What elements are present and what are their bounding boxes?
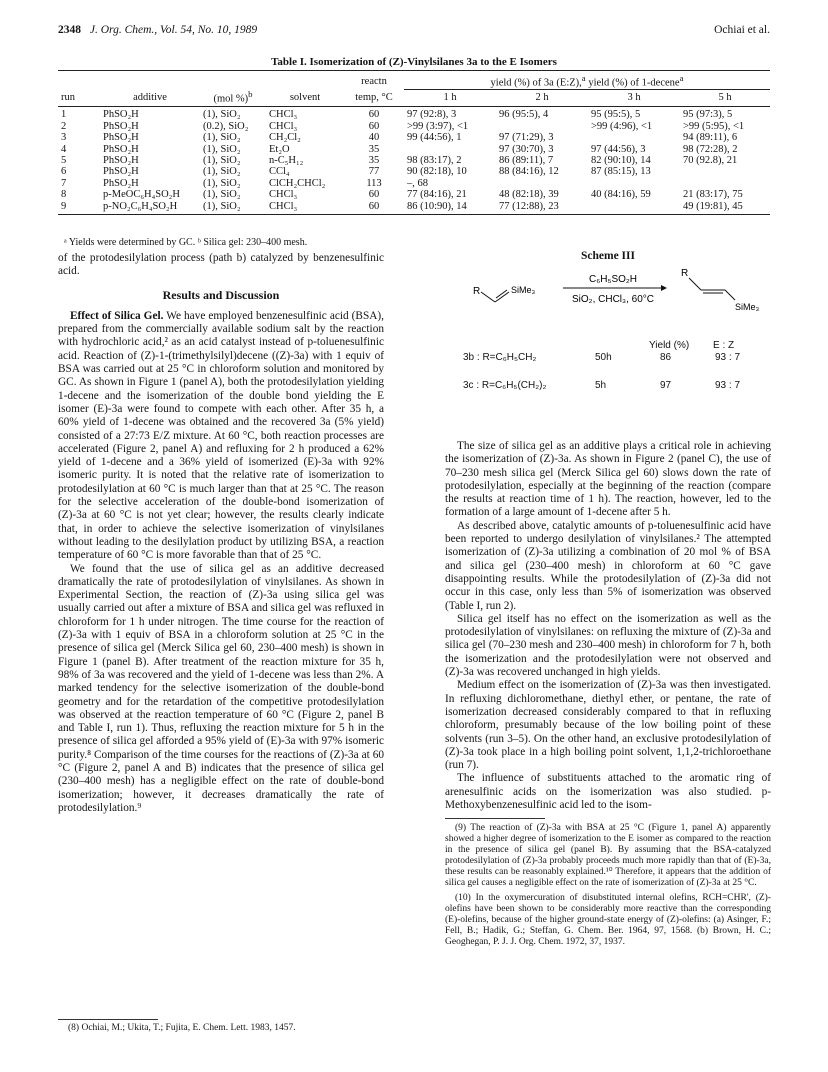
cell-1h (404, 144, 496, 155)
scheme-3 (445, 250, 771, 435)
header-run: run (58, 89, 100, 106)
cell-additive: PhSO₂H (103, 177, 139, 189)
footnote-rule-left (58, 1019, 158, 1020)
cell-additive: PhSO₂H (103, 132, 139, 144)
scheme-row-label: 3b : R=C₆H₅CH₂ (463, 352, 537, 363)
cell-solvent: CH₂Cl₂ (269, 132, 301, 144)
cell-run: 9 (58, 201, 100, 215)
footnotes-right (445, 823, 771, 952)
table-row (58, 178, 770, 189)
cell-1h: 90 (82:18), 10 (407, 166, 467, 178)
table-row (58, 144, 770, 155)
scheme-row-ez: 93 : 7 (715, 352, 741, 363)
scheme-col-yield: Yield (%) (649, 340, 690, 351)
cell-run: 4 (61, 143, 67, 155)
cell-1h: 99 (44:56), 1 (407, 132, 462, 144)
cell-3h: 95 (95:5), 5 (591, 109, 641, 121)
right-bond-2 (725, 290, 735, 300)
cell-5h: >99 (5:95), <1 (683, 120, 745, 132)
table-row (58, 121, 770, 132)
paragraph-substituents: The influence of substituents attached to the aromatic ring of arenesulfinic acids on the isomerization was also studied. p-Methoxybenzenesulfinic acid led to the isom- (445, 772, 771, 812)
right-r-label: R (681, 268, 689, 279)
paragraph-silica-itself: Silica gel itself has no effect on the isomerization as well as the protodesilylation of vinylsilanes: on refluxing the mixture of (Z)-3a and silica gel (70–230 mesh and 230–400 mesh) in chloroform for 7 h, both the isomerization and the protodesilylation were not observed and (Z)-3a was recovered unchanged in high yields. (445, 612, 771, 679)
cell-mol: (1), SiO₂ (203, 189, 241, 201)
scheme-col-ez: E : Z (713, 340, 735, 351)
cell-solvent: CCl₄ (269, 166, 290, 178)
cell-temp: 113 (366, 177, 382, 189)
cell-mol: (1), SiO₂ (203, 166, 241, 178)
cell-additive: PhSO₂H (103, 109, 139, 121)
scheme-title: Scheme III (581, 250, 635, 262)
paragraph-continued: of the protodesilylation process (path b) catalyzed by benzenesulfinic acid. (58, 252, 384, 278)
cell-5h (680, 166, 770, 177)
cell-run: 2 (61, 120, 67, 132)
cell-2h: 97 (71:29), 3 (499, 132, 554, 144)
cell-3h (588, 132, 680, 143)
cell-5h: 98 (72:28), 2 (683, 143, 738, 155)
journal-citation: J. Org. Chem., Vol. 54, No. 10, 1989 (89, 24, 258, 36)
cell-2h (496, 121, 588, 132)
cell-additive: PhSO₂H (103, 143, 139, 155)
cell-1h: –, 68 (407, 177, 428, 189)
cell-1h: 86 (10:90), 14 (404, 201, 496, 215)
cell-solvent: CHCl₃ (269, 189, 298, 201)
left-column (58, 252, 384, 815)
cell-solvent: CHCl₃ (266, 201, 344, 215)
reagent-top: C₆H₅SO₂H (588, 274, 638, 285)
header-additive: additive (100, 89, 200, 106)
cell-mol: (0.2), SiO₂ (203, 120, 249, 132)
cell-2h (496, 178, 588, 189)
scheme-row-time: 50h (595, 352, 612, 363)
cell-mol: (1), SiO₂ (203, 177, 241, 189)
reagent-bottom: SiO₂, CHCl₃, 60°C (572, 294, 654, 305)
cell-run: 3 (61, 132, 67, 144)
cell-2h: 77 (12:88), 23 (496, 201, 588, 215)
header-mol: (mol %)$^b$ (200, 89, 266, 106)
footnote-rule-right (445, 818, 545, 819)
cell-additive: p-NO₂C₆H₄SO₂H (100, 201, 200, 215)
paragraph-additive: We found that the use of silica gel as an additive decreased dramatically the rate of protodesilylation of vinylsilanes. As shown in Experimental Section, the reaction of (Z)-3a using silica gel was usually carried out after a mixture of BSA and silica gel was refluxed in chloroform for 1 h under nitrogen. The time course for the reaction of (Z)-3a with 1 equiv of BSA in a chloroform solution at 25 °C in the presence of silica gel (Merck Silica gel 60, 230–400 mesh) is shown in Figure 1 (panel B). After treatment of the reaction mixture for 35 h, 98% of 3a was recovered and the yield of 1-decene was less than 2%. A marked tendency for the selective isomerization of the double-bond geometry and for the retardation of the competitive protodesilylation was observed at the reaction temperature of 60 °C (Figure 2, panel B and Table I, run 1). Thus, refluxing the reaction mixture for 5 h in the presence of silica gel afforded a 95% yield of (E)-3a with 97% isomeric purity.⁸ Comparison of the time courses for the reactions of (Z)-3a at 60 °C (Figure 2, panel A and B) indicates that the presence of silica gel (230–400 mesh) has a negligible effect on the rate of double-bond isomerization; however, it decreases dramatically the rate of protodesilylation.⁹ (58, 562, 384, 814)
cell-solvent: n-C₅H₁₂ (269, 154, 304, 166)
scheme-row-yield: 86 (660, 352, 672, 363)
scheme-row-ez: 93 : 7 (715, 380, 741, 391)
cell-run: 6 (61, 166, 67, 178)
footnote-9: (9) The reaction of (Z)-3a with BSA at 25 °C (Figure 1, panel A) apparently showed a higher degree of isomerization to the E isomer as compared to the reaction in the presence of silica gel (panel B). By assuming that the BSA-catalyzed protodesilylation of (Z)-3a probably proceeds much more rapidly than that of (E)-3a, these results can be reasonably explained.¹⁰ Therefore, it appears that the addition of silica gel causes a negligible effect on the rate of isomerization of (Z)-3a at 25 °C. (445, 823, 771, 888)
cell-5h: 95 (97:3), 5 (683, 109, 733, 121)
cell-3h (588, 201, 680, 215)
cell-temp: 60 (368, 109, 380, 121)
cell-3h: 82 (90:10), 14 (591, 154, 651, 166)
cell-additive: PhSO₂H (103, 154, 139, 166)
right-bond-1 (689, 278, 701, 290)
section-heading: Results and Discussion (162, 287, 280, 302)
paragraph-silica-size: The size of silica gel as an additive plays a critical role in achieving the isomerization of (Z)-3a. As shown in Figure 2 (panel C), the use of 70–230 mesh silica gel (Merck Silica gel 60) slows down the rate of protodesilylation, especially at the beginning of the reaction (compare the results at reaction time of 1 h). The reaction, however, led to the formation of a large amount of 1-decene after 5 h. (445, 440, 771, 519)
cell-5h: 94 (89:11), 6 (683, 132, 738, 144)
cell-mol: (1), SiO₂ (203, 109, 241, 121)
left-simes-label: SiMe₃ (511, 285, 536, 295)
cell-additive: PhSO₂H (103, 166, 139, 178)
cell-solvent: Et₂O (269, 143, 290, 155)
table-row (58, 166, 770, 177)
cell-5h: 70 (92.8), 21 (683, 154, 738, 166)
header-yield-span: yield (%) of 3a (E:Z),$^a$ yield (%) of 1-decene$^a$ (404, 71, 770, 90)
cell-temp: 40 (368, 132, 380, 144)
header-3h: 3 h (588, 89, 680, 106)
paragraph-silica-gel: Effect of Silica Gel. We have employed benzenesulfinic acid (BSA), prepared from the commercially available sodium salt by the reaction with hydrochloric acid,² as an acid catalyst instead of p-toluenesulfinic acid. Reaction of (Z)-1-(trimethylsilyl)decene ((Z)-3a) with 1 equiv of BSA was carried out at 25 °C in chloroform solution and monitored by GC. As shown in Figure 1 (panel A), both the protodesilylation yielding 1-decene and the isomerization of the double bond yielding the E isomer (E)-3a were found to compete with each other. After 35 h, a 60% yield of 1-decene was obtained and the recovered 3a (5% yield) consisted of a 27:73 E/Z mixture. At 60 °C, both reaction processes are accelerated (Figure 2, panel A) and refluxing for 2 h produced a 62% yield of 1-decene and a 36% yield of isomerized (E)-3a with 92% isomeric purity. It is noted that the relative rate of isomerization to protodesilylation at 60 °C is much larger than that at 25 °C. The reason for the selective acceleration of the double-bond isomerization of (Z)-3a at 60 °C is not yet clear; however, the results clearly indicate that, in order to achieve the selective isomerization of vinylsilanes without leading to the desilylation product by utilizing BSA, a reaction temperature of 60 °C is more favorable than that of 25 °C. (58, 309, 384, 562)
scheme-row (445, 380, 771, 394)
cell-5h: 49 (19:81), 45 (680, 201, 770, 215)
table-row (58, 155, 770, 166)
header-1h: 1 h (404, 89, 496, 106)
scheme-row (445, 352, 771, 366)
cell-3h: 97 (44:56), 3 (591, 143, 646, 155)
page-number: 2348 (58, 24, 81, 36)
cell-3h: 87 (85:15), 13 (591, 166, 651, 178)
cell-additive: PhSO₂H (103, 120, 139, 132)
table-footnote: ᵃ Yields were determined by GC. ᵇ Silica gel: 230–400 mesh. (64, 237, 308, 248)
cell-1h: 77 (84:16), 21 (407, 189, 467, 201)
cell-5h: 21 (83:17), 75 (683, 189, 743, 201)
header-temp-line2: temp, °C (344, 89, 404, 106)
cell-mol: (1), SiO₂ (203, 143, 241, 155)
running-head-authors: Ochiai et al. (714, 24, 770, 36)
table-row (58, 132, 770, 143)
cell-run: 1 (61, 109, 67, 121)
table-row (58, 201, 770, 215)
cell-2h: 48 (82:18), 39 (499, 189, 559, 201)
paragraph-lead-in: Effect of Silica Gel. (70, 309, 164, 322)
header-solvent: solvent (266, 89, 344, 106)
table-row (58, 107, 770, 121)
cell-additive: p-MeOC₆H₄SO₂H (103, 189, 180, 201)
cell-1h: >99 (3:97), <1 (407, 120, 469, 132)
cell-2h: 88 (84:16), 12 (499, 166, 559, 178)
table-header-row-2 (58, 89, 770, 106)
table-header-row-1 (58, 71, 770, 90)
table-body (58, 107, 770, 215)
cell-3h: >99 (4:96), <1 (591, 120, 653, 132)
cell-5h (680, 178, 770, 189)
header-5h: 5 h (680, 89, 770, 106)
cell-mol: (1), SiO₂ (200, 201, 266, 215)
running-head (58, 24, 770, 38)
cell-1h: 98 (83:17), 2 (407, 154, 462, 166)
cell-run: 8 (61, 189, 67, 201)
arrow-head (661, 285, 667, 291)
scheme-reaction-diagram (445, 262, 771, 332)
cell-3h: 40 (84:16), 59 (591, 189, 651, 201)
right-column (445, 440, 771, 812)
cell-3h (588, 178, 680, 189)
table-row (58, 189, 770, 200)
right-simes-label: SiMe₃ (735, 302, 760, 312)
header-temp-line1: reactn (344, 71, 404, 90)
left-r-label: R (473, 286, 481, 297)
cell-solvent: CHCl₃ (269, 120, 298, 132)
cell-solvent: CHCl₃ (269, 109, 298, 121)
paragraph-catalytic: As described above, catalytic amounts of p-toluenesulfinic acid have been reported to undergo desilylation of vinylsilanes.² The attempted isomerization of (Z)-3a utilizing a combination of 20 mol % of BSA and silica gel (230–400 mesh) in chloroform at 60 °C gave disappointing results. While the protodesilylation of (Z)-3a did not occur in this case, only less than 5% of isomerization was observed (Table I, run 2). (445, 519, 771, 612)
scheme-row-yield: 97 (660, 380, 672, 391)
cell-temp: 60 (368, 120, 380, 132)
cell-2h: 96 (95:5), 4 (499, 109, 549, 121)
cell-temp: 35 (368, 143, 380, 155)
footnote-8: (8) Ochiai, M.; Ukita, T.; Fujita, E. Chem. Lett. 1983, 1457. (68, 1023, 296, 1033)
cell-solvent: ClCH₂CHCl₂ (269, 177, 326, 189)
left-bond-1 (481, 292, 495, 302)
cell-temp: 60 (368, 189, 380, 201)
table-caption: Table I. Isomerization of (Z)-Vinylsilanes 3a to the E Isomers (271, 56, 557, 68)
running-head-left (58, 24, 257, 36)
table-1 (58, 70, 770, 215)
cell-temp: 77 (368, 166, 380, 178)
header-2h: 2 h (496, 89, 588, 106)
scheme-row-time: 5h (595, 380, 607, 391)
cell-2h: 97 (30:70), 3 (499, 143, 554, 155)
cell-1h: 97 (92:8), 3 (407, 109, 457, 121)
cell-mol: (1), SiO₂ (203, 154, 241, 166)
cell-temp: 35 (368, 154, 380, 166)
scheme-row-label: 3c : R=C₆H₅(CH₂)₂ (463, 380, 547, 391)
cell-run: 7 (61, 177, 67, 189)
footnote-10: (10) In the oxymercuration of disubstituted internal olefins, RCH=CHR', (Z)-olefins have been shown to be considerably more reactive than the corresponding (E)-olefins, because of the higher ground-state energy of (Z)-olefins: (a) Asinger, F.; Fell, B.; Hadik, G.; Steffan, G. Chem. Ber. 1964, 97, 1568. (b) Brown, H. C.; Geoghegan, P. J. J. Org. Chem. 1972, 37, 1937. (445, 893, 771, 947)
cell-2h: 86 (89:11), 7 (499, 154, 554, 166)
cell-mol: (1), SiO₂ (203, 132, 241, 144)
paragraph-medium-effect: Medium effect on the isomerization of (Z)-3a was then investigated. In refluxing dichloromethane, diethyl ether, or pentane, the rate of isomerization decreased considerably compared to that in refluxing chloroform, presumably because of the low boiling point of these solvents (run 3–5). On the other hand, an exclusive protodesilylation of (Z)-3a took place in a high boiling point solvent, 1,1,2-trichloroethane (run 7). (445, 679, 771, 772)
cell-run: 5 (61, 154, 67, 166)
cell-temp: 60 (344, 201, 404, 215)
